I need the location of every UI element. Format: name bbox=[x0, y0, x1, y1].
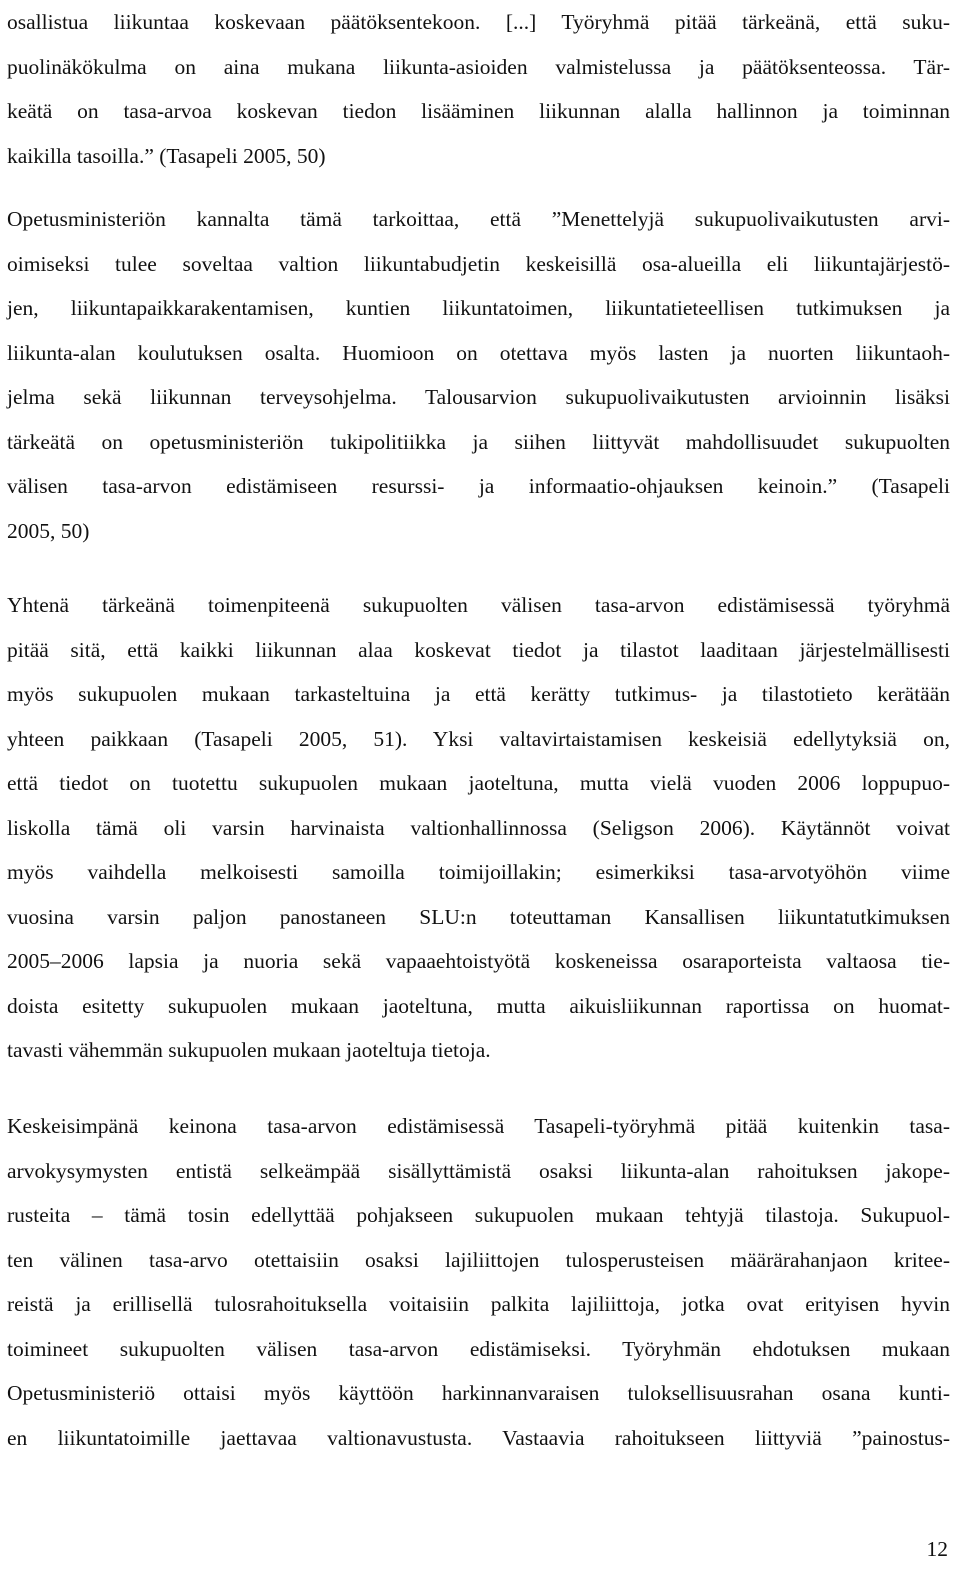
text-line: Opetusministeriön kannalta tämä tarkoittaa, että ”Menettelyjä sukupuolivaikutusten arvi- bbox=[7, 207, 950, 231]
text-line: liskolla tämä oli varsin harvinaista valtionhallinnossa (Seligson 2006). Käytännöt voivat bbox=[7, 815, 950, 840]
text-line: jen, liikuntapaikkarakentamisen, kuntien liikuntatoimen, liikuntatieteellisen tutkimuksen ja bbox=[7, 296, 950, 320]
text-line: 2005, 50) bbox=[7, 518, 90, 543]
text-line: arvokysymysten entistä selkeämpää sisällyttämistä osaksi liikunta-alan rahoituksen jakope- bbox=[7, 1158, 950, 1183]
text-line: en liikuntatoimille jaettavaa valtionavustusta. Vastaavia rahoitukseen liittyviä ”painostus- bbox=[7, 1425, 950, 1450]
text-line: 2005–2006 lapsia ja nuoria sekä vapaaehtoistyötä koskeneissa osaraporteista valtaosa tie- bbox=[7, 949, 950, 973]
text-line: myös sukupuolen mukaan tarkasteltuina ja että kerätty tutkimus- ja tilastotieto kerätään bbox=[7, 682, 950, 706]
text-line: reistä ja erillisellä tulosrahoituksella voitaisiin palkita lajiliittoja, jotka ovat erityisen hyvin bbox=[7, 1292, 950, 1316]
text-line: pitää sitä, että kaikki liikunnan alaa koskevat tiedot ja tilastot laaditaan järjestelmällisesti bbox=[7, 637, 950, 662]
paragraph-keskeisin-keino bbox=[7, 1104, 950, 1460]
paragraph-opetusministerio bbox=[7, 197, 950, 553]
text-line: keätä on tasa-arvoa koskevan tiedon lisääminen liikunnan alalla hallinnon ja toiminnan bbox=[7, 99, 950, 123]
text-line: jelma sekä liikunnan terveysohjelma. Talousarvion sukupuolivaikutusten arvioinnin lisäksi bbox=[7, 385, 950, 409]
text-line: Yhtenä tärkeänä toimenpiteenä sukupuolten välisen tasa-arvon edistämisessä työryhmä bbox=[7, 593, 950, 617]
text-line: vuosina varsin paljon panostaneen SLU:n toteuttaman Kansallisen liikuntatutkimuksen bbox=[7, 904, 950, 929]
text-line: rusteita – tämä tosin edellyttää pohjakseen sukupuolen mukaan tehtyjä tilastoja. Sukupuol- bbox=[7, 1203, 950, 1227]
text-line: yhteen paikkaan (Tasapeli 2005, 51). Yksi valtavirtaistamisen keskeisiä edellytyksiä on, bbox=[7, 726, 950, 751]
text-line: puolinäkökulma on aina mukana liikunta-asioiden valmistelussa ja päätöksenteossa. Tär- bbox=[7, 54, 950, 79]
text-line: myös vaihdella melkoisesti samoilla toimijoillakin; esimerkiksi tasa-arvotyöhön viime bbox=[7, 860, 950, 884]
text-line: välisen tasa-arvon edistämiseen resurssi- ja informaatio-ohjauksen keinoin.” (Tasapeli bbox=[7, 474, 950, 498]
text-line: liikunta-alan koulutuksen osalta. Huomioon on otettava myös lasten ja nuorten liikuntaoh- bbox=[7, 340, 950, 365]
paragraph-quote-continuation bbox=[7, 0, 950, 178]
text-line: kaikilla tasoilla.” (Tasapeli 2005, 50) bbox=[7, 143, 326, 168]
text-line: Opetusministeriö ottaisi myös käyttöön harkinnanvaraisen tuloksellisuusrahan osana kunti- bbox=[7, 1381, 950, 1405]
text-line: doista esitetty sukupuolen mukaan jaoteltuna, mutta aikuisliikunnan raportissa on huomat- bbox=[7, 993, 950, 1018]
text-line: että tiedot on tuotettu sukupuolen mukaan jaoteltuna, mutta vielä vuoden 2006 loppupuo- bbox=[7, 771, 950, 795]
text-line: Keskeisimpänä keinona tasa-arvon edistämisessä Tasapeli-työryhmä pitää kuitenkin tasa- bbox=[7, 1114, 950, 1138]
text-line: tavasti vähemmän sukupuolen mukaan jaoteltuja tietoja. bbox=[7, 1038, 491, 1062]
page-number: 12 bbox=[926, 1537, 948, 1561]
text-line: ten välinen tasa-arvo otettaisiin osaksi lajiliittojen tulosperusteisen määrärahanjaon kritee- bbox=[7, 1247, 950, 1272]
text-line: toimineet sukupuolten välisen tasa-arvon edistämiseksi. Työryhmän ehdotuksen mukaan bbox=[7, 1336, 950, 1361]
text-line: oimiseksi tulee soveltaa valtion liikuntabudjetin keskeisillä osa-alueilla eli liikuntajärjestö- bbox=[7, 251, 950, 276]
text-line: tärkeätä on opetusministeriön tukipolitiikka ja siihen liittyvät mahdollisuudet sukupuolten bbox=[7, 429, 950, 454]
paragraph-toimenpide bbox=[7, 583, 950, 1073]
text-line: osallistua liikuntaa koskevaan päätöksentekoon. [...] Työryhmä pitää tärkeänä, että suku- bbox=[7, 10, 950, 34]
